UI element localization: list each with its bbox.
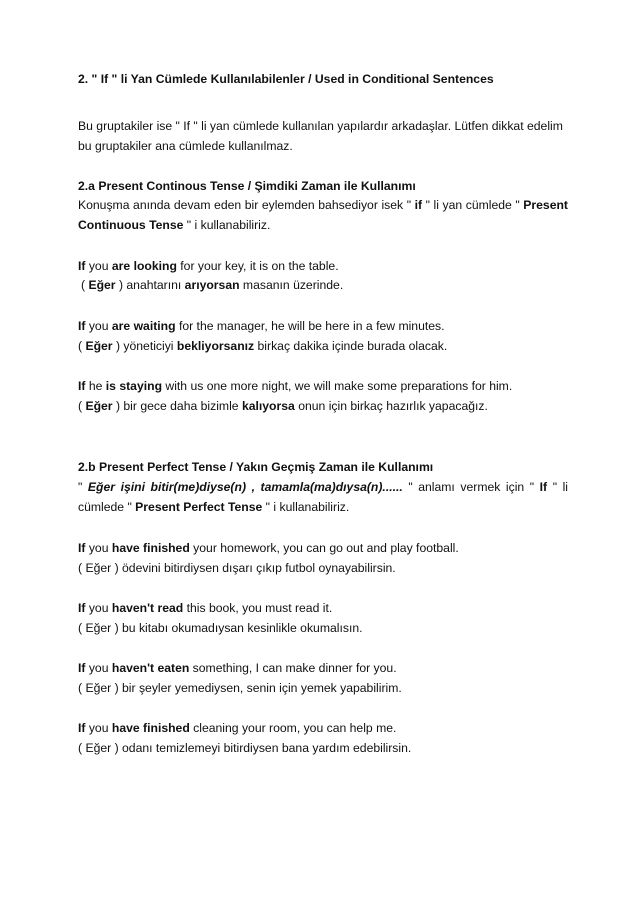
section-b-desc-line-1: " Eğer işini bitir(me)diyse(n) , tamamla(ma)dıysa(n)...... " anlamı vermek için " If " li	[78, 480, 569, 494]
example-tr: ( Eğer ) anahtarını arıyorsan masanın üzerinde.	[81, 278, 344, 292]
main-heading: 2. " If " li Yan Cümlede Kullanılabilenler / Used in Conditional Sentences	[78, 72, 494, 86]
section-a-desc-line-1: Konuşma anında devam eden bir eylemden bahsediyor isek " if " li yan cümlede " Present	[78, 198, 568, 212]
section-a-desc-line-2: Continuous Tense " i kullanabiliriz.	[78, 218, 271, 232]
example-tr: ( Eğer ) odanı temizlemeyi bitirdiysen bana yardım edebilirsin.	[78, 741, 412, 755]
example-en: If you have finished your homework, you can go out and play football.	[78, 541, 459, 555]
example-tr: ( Eğer ) ödevini bitirdiysen dışarı çıkıp futbol oynayabilirsin.	[78, 561, 396, 575]
example-en: If you have finished cleaning your room, you can help me.	[78, 721, 397, 735]
intro-line-1: Bu gruptakiler ise " If " li yan cümlede kullanılan yapılardır arkadaşlar. Lütfen dikkat edelim	[78, 119, 563, 133]
example-tr: ( Eğer ) yöneticiyi bekliyorsanız birkaç dakika içinde burada olacak.	[78, 339, 448, 353]
example-tr: ( Eğer ) bir gece daha bizimle kalıyorsa onun için birkaç hazırlık yapacağız.	[78, 399, 488, 413]
intro-line-2: bu gruptakiler ana cümlede kullanılmaz.	[78, 139, 293, 153]
example-en: If you are looking for your key, it is on the table.	[78, 259, 339, 273]
section-b-heading: 2.b Present Perfect Tense / Yakın Geçmiş Zaman ile Kullanımı	[78, 460, 434, 474]
example-en: If you are waiting for the manager, he will be here in a few minutes.	[78, 319, 445, 333]
example-en: If he is staying with us one more night, we will make some preparations for him.	[78, 379, 513, 393]
example-en: If you haven't read this book, you must read it.	[78, 601, 333, 615]
example-tr: ( Eğer ) bir şeyler yemediysen, senin için yemek yapabilirim.	[78, 681, 402, 695]
example-en: If you haven't eaten something, I can make dinner for you.	[78, 661, 397, 675]
section-a-heading: 2.a Present Continous Tense / Şimdiki Zaman ile Kullanımı	[78, 179, 416, 193]
section-b-desc-line-2: cümlede " Present Perfect Tense " i kullanabiliriz.	[78, 500, 350, 514]
example-tr: ( Eğer ) bu kitabı okumadıysan kesinlikle okumalısın.	[78, 621, 363, 635]
